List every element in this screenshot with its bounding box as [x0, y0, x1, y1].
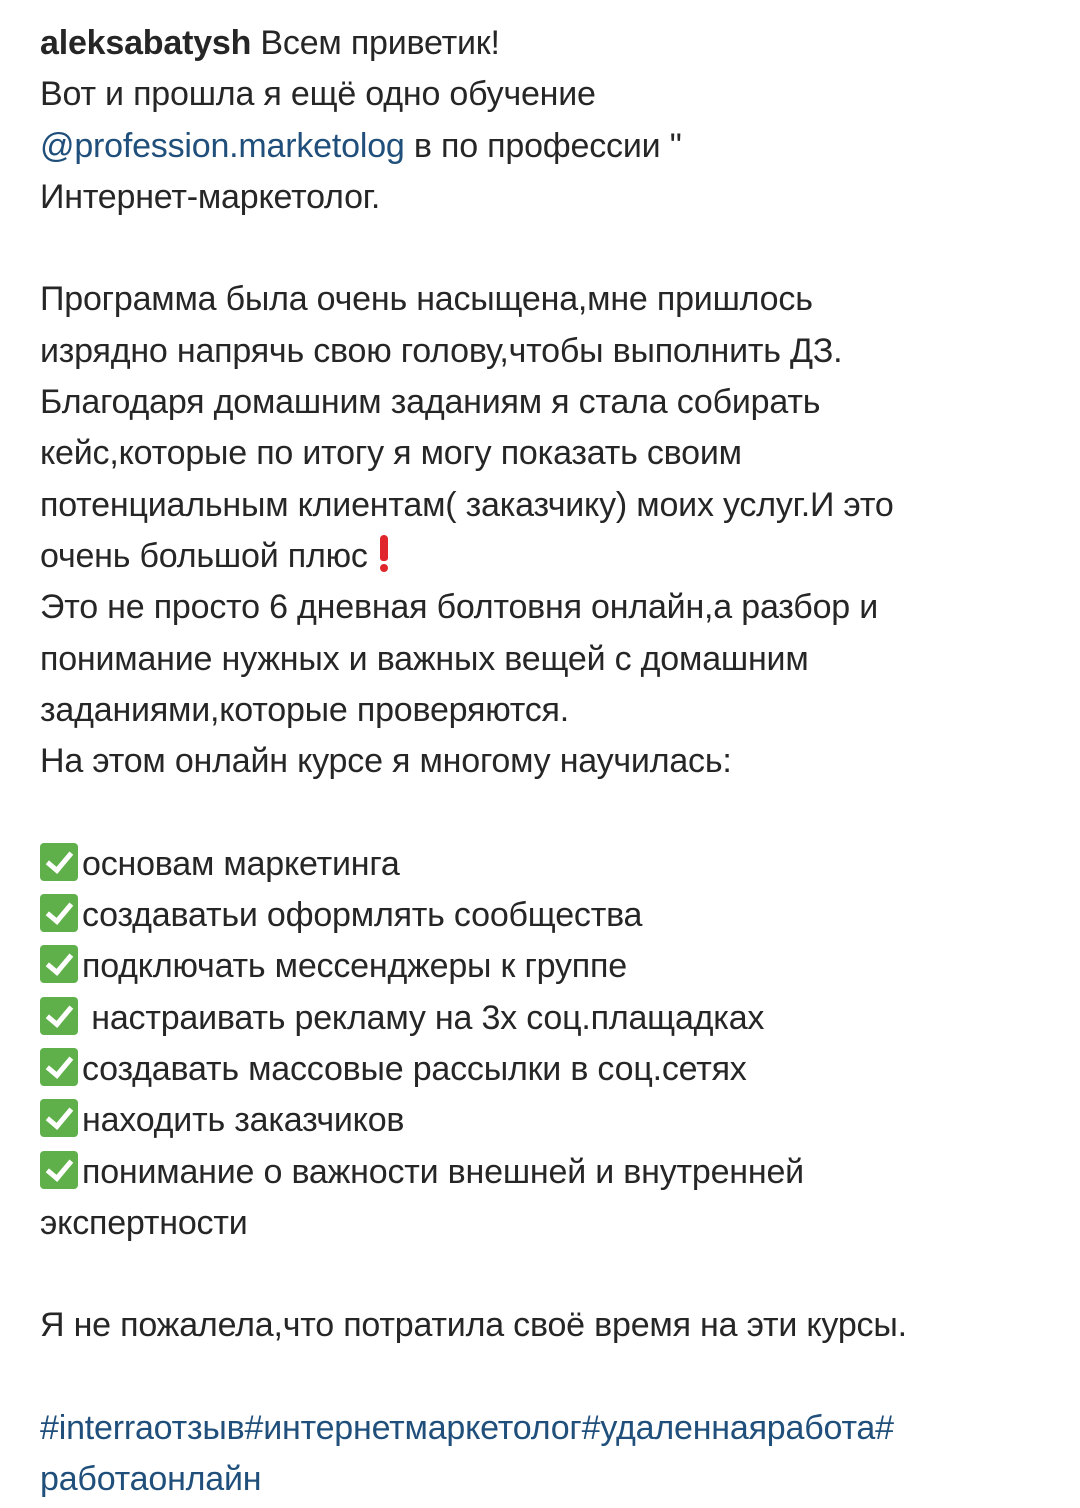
mention-link[interactable]: @profession.marketolog: [40, 126, 405, 165]
checklist-item-text: подключать мессенджеры к группе: [82, 947, 627, 986]
blank-line: [40, 223, 1050, 274]
caption-line-4: Интернет-маркетолог.: [40, 177, 381, 216]
checklist-item-text: создавать массовые рассылки в соц.сетях: [82, 1049, 747, 1088]
check-mark-box-icon: [40, 997, 78, 1035]
paragraph-line: Это не просто 6 дневная болтовня онлайн,а разбор и: [40, 588, 879, 627]
paragraph-line: изрядно напрячь свою голову,чтобы выполнить ДЗ.: [40, 331, 843, 370]
caption-line-3: [40, 121, 1050, 172]
blank-line: [40, 787, 1050, 838]
checklist-item: [40, 1147, 1050, 1198]
paragraph-line: потенциальным клиентам( заказчику) моих услуг.И это: [40, 485, 894, 524]
greeting-text: Всем приветик!: [251, 24, 500, 62]
checklist-item-text: понимание о важности внешней и внутренней: [82, 1152, 804, 1191]
checklist-item-text: настраивать рекламу на 3х соц.плащадках: [82, 998, 765, 1037]
mention-suffix-text: в по профессии ": [404, 126, 682, 165]
paragraph-line: заданиями,которые проверяются.: [40, 690, 570, 729]
checklist-item: [40, 1044, 1050, 1095]
red-exclamation-icon: [379, 533, 389, 573]
check-mark-box-icon: [40, 1048, 78, 1086]
paragraph-line: Благодаря домашним заданиям я стала собирать: [40, 383, 821, 422]
checklist-item-text: находить заказчиков: [82, 1101, 405, 1140]
paragraph-line: На этом онлайн курсе я многому научилась:: [40, 742, 732, 781]
paragraph-line: кейс,которые по итогу я могу показать своим: [40, 434, 742, 473]
blank-line: [40, 1352, 1050, 1403]
caption-line-1: [40, 18, 1050, 69]
check-mark-box-icon: [40, 1151, 78, 1189]
caption-line-2: Вот и прошла я ещё одно обучение: [40, 75, 596, 114]
check-mark-box-icon: [40, 843, 78, 881]
checklist-item-text: создаватьи оформлять сообщества: [82, 896, 643, 935]
hashtags-line: [40, 1403, 1050, 1454]
check-mark-box-icon: [40, 945, 78, 983]
check-mark-box-icon: [40, 1099, 78, 1137]
checklist-item: [40, 941, 1050, 992]
hashtags-line: [40, 1454, 1050, 1505]
username-link[interactable]: aleksabatysh: [40, 24, 252, 62]
checklist-item-text: основам маркетинга: [82, 844, 400, 883]
checklist-item: [40, 993, 1050, 1044]
post-caption: [40, 18, 1050, 1506]
closing-text: Я не пожалела,что потратила своё время на эти курсы.: [40, 1306, 907, 1345]
exclaim-line-text: очень большой плюс: [40, 536, 377, 575]
paragraph-line: Программа была очень насыщена,мне пришлось: [40, 280, 813, 319]
checklist-item: [40, 839, 1050, 890]
blank-line: [40, 1249, 1050, 1300]
check-mark-box-icon: [40, 894, 78, 932]
checklist-item: [40, 890, 1050, 941]
checklist-item: [40, 1095, 1050, 1146]
paragraph-line: понимание нужных и важных вещей с домашним: [40, 639, 809, 678]
hashtags-link[interactable]: #interraотзыв#интернетмаркетолог#удаленнаяработа#: [40, 1409, 894, 1448]
hashtag-link[interactable]: работаонлайн: [40, 1460, 262, 1499]
paragraph-line-exclaim: [40, 531, 1050, 582]
checklist-item-continuation: экспертности: [40, 1203, 248, 1242]
